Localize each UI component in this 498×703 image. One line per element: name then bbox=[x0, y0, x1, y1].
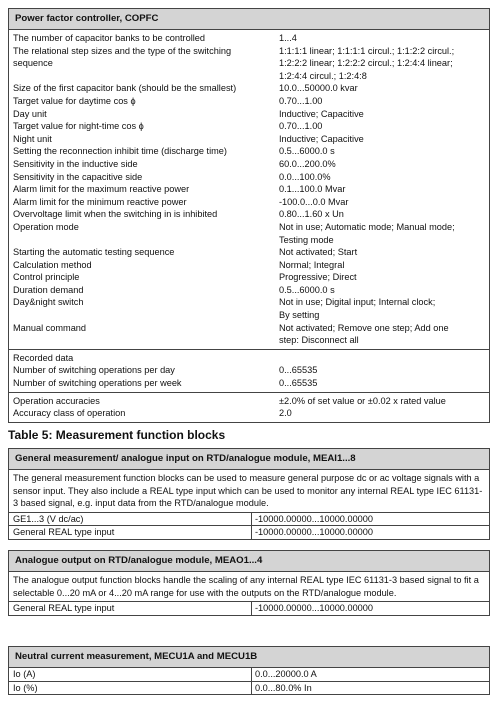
spec-label: Sensitivity in the inductive side bbox=[13, 158, 138, 169]
spec-value: Progressive; Direct bbox=[279, 272, 357, 283]
spec-value: 10.0...50000.0 kvar bbox=[279, 83, 358, 94]
spec-value: 0.70...1.00 bbox=[279, 121, 323, 132]
spec-label: The number of capacitor banks to be controlled bbox=[13, 33, 206, 43]
spec-row bbox=[9, 309, 489, 322]
mecu-table-title: Neutral current measurement, MECU1A and MECU1B bbox=[9, 647, 489, 668]
spec-value: Inductive; Capacitive bbox=[279, 133, 364, 144]
spec-label: The relational step sizes and the type of the switching bbox=[13, 45, 232, 56]
spec-label: Operation accuracies bbox=[13, 395, 100, 406]
spec-value: 0.5...6000.0 s bbox=[279, 284, 335, 295]
copfc-table bbox=[8, 8, 490, 423]
copfc-table-title: Power factor controller, COPFC bbox=[9, 9, 489, 30]
mecu-rows bbox=[9, 668, 489, 694]
spec-label: Alarm limit for the minimum reactive power bbox=[13, 196, 187, 207]
spec-row bbox=[9, 377, 489, 390]
spec-label: Accuracy class of operation bbox=[13, 408, 126, 419]
spec-value: 1...4 bbox=[279, 33, 297, 43]
spec-value: ±2.0% of set value or ±0.02 x rated value bbox=[279, 395, 446, 406]
spec-row bbox=[9, 259, 489, 272]
spec-value: Not activated; Remove one step; Add one bbox=[279, 322, 449, 333]
spec-value: 0.80...1.60 x Un bbox=[279, 209, 344, 220]
spec-row bbox=[9, 32, 489, 45]
copfc-settings-group bbox=[9, 30, 489, 350]
grid-row bbox=[9, 526, 489, 539]
spec-row bbox=[9, 145, 489, 158]
spec-row bbox=[9, 108, 489, 121]
spec-row bbox=[9, 234, 489, 247]
grid-label: Io (A) bbox=[9, 668, 252, 681]
spec-value: 0...65535 bbox=[279, 365, 318, 376]
spec-value: 0.70...1.00 bbox=[279, 95, 323, 106]
spec-row bbox=[9, 395, 489, 408]
grid-label: Io (%) bbox=[9, 682, 252, 695]
spec-row bbox=[9, 284, 489, 297]
spec-value: Not in use; Automatic mode; Manual mode; bbox=[279, 221, 455, 232]
spec-row bbox=[9, 57, 489, 70]
meao-description: The analogue output function blocks handle the scaling of any internal REAL type IEC 61131-3 based signal to fit a selectable 0...20 mA or 4...20 mA range for use with the outputs on the RTD/analogue module. bbox=[9, 572, 489, 602]
spec-value: Not in use; Digital input; Internal clock; bbox=[279, 297, 436, 308]
grid-label: General REAL type input bbox=[9, 602, 252, 615]
meao-table bbox=[8, 550, 490, 616]
spec-label bbox=[9, 334, 277, 347]
spec-label: Day&night switch bbox=[13, 297, 84, 308]
meao-table-title: Analogue output on RTD/analogue module, MEAO1...4 bbox=[9, 551, 489, 572]
meai-description: The general measurement function blocks can be used to measure general purpose dc or ac voltage signals with a sensor input. They also include a REAL type input which can be used to monitor any internal REAL type IEC 61131-3 based signal, e.g. input data from the RTD/analogue module. bbox=[9, 470, 489, 513]
spec-value: step: Disconnect all bbox=[279, 335, 359, 346]
spec-label: Manual command bbox=[13, 322, 87, 333]
mecu-table bbox=[8, 646, 490, 695]
spec-row bbox=[9, 196, 489, 209]
spec-label: Number of switching operations per week bbox=[13, 378, 182, 389]
spec-label: Recorded data bbox=[13, 352, 74, 363]
grid-value: -10000.00000...10000.00000 bbox=[255, 527, 374, 538]
spec-row bbox=[9, 45, 489, 58]
spec-row bbox=[9, 120, 489, 133]
meai-table-title: General measurement/ analogue input on RTD/analogue module, MEAI1...8 bbox=[9, 449, 489, 470]
spec-row bbox=[9, 183, 489, 196]
spec-row bbox=[9, 271, 489, 284]
meai-table bbox=[8, 448, 490, 540]
meao-rows bbox=[9, 602, 489, 615]
spec-label bbox=[9, 70, 277, 83]
spec-label: Size of the first capacitor bank (should be the smallest) bbox=[13, 83, 237, 94]
spec-row bbox=[9, 82, 489, 95]
grid-value: 0.0...20000.0 A bbox=[255, 669, 317, 679]
section-title: Table 5: Measurement function blocks bbox=[8, 428, 226, 442]
spec-row bbox=[9, 208, 489, 221]
spec-value: 0.5...6000.0 s bbox=[279, 146, 335, 157]
grid-row bbox=[9, 668, 489, 682]
spec-value: 0.0...100.0% bbox=[279, 171, 331, 182]
spec-row bbox=[9, 221, 489, 234]
spec-value: 1:2:4:4 circul.; 1:2:4:8 bbox=[279, 70, 367, 81]
spec-value: Not activated; Start bbox=[279, 247, 358, 258]
spec-row bbox=[9, 352, 489, 365]
spec-label: Alarm limit for the maximum reactive power bbox=[13, 184, 190, 195]
spec-row bbox=[9, 95, 489, 108]
spec-label: Operation mode bbox=[13, 221, 79, 232]
spec-label: Night unit bbox=[13, 133, 52, 144]
spec-value: 60.0...200.0% bbox=[279, 158, 336, 169]
spec-row bbox=[9, 322, 489, 335]
spec-value: 0...65535 bbox=[279, 378, 318, 389]
grid-value: -10000.00000...10000.00000 bbox=[255, 603, 374, 614]
copfc-accuracy-group bbox=[9, 393, 489, 422]
spec-row bbox=[9, 133, 489, 146]
spec-label: Starting the automatic testing sequence bbox=[13, 247, 175, 258]
copfc-recorded-data-group bbox=[9, 350, 489, 393]
spec-row bbox=[9, 70, 489, 83]
spec-label: Duration demand bbox=[13, 284, 84, 295]
spec-label: Setting the reconnection inhibit time (discharge time) bbox=[13, 146, 227, 157]
spec-label: Calculation method bbox=[13, 259, 92, 270]
spec-value: -100.0...0.0 Mvar bbox=[279, 196, 349, 207]
spec-label: Overvoltage limit when the switching in is inhibited bbox=[13, 209, 218, 220]
spec-label bbox=[9, 234, 277, 247]
spec-row bbox=[9, 407, 489, 420]
spec-row bbox=[9, 296, 489, 309]
spec-label: Target value for night-time cos ϕ bbox=[13, 121, 144, 132]
spec-value bbox=[277, 352, 489, 365]
spec-label bbox=[9, 309, 277, 322]
grid-value: 0.0...80.0% In bbox=[255, 682, 312, 693]
spec-value: Testing mode bbox=[279, 234, 334, 245]
spec-value: Inductive; Capacitive bbox=[279, 108, 364, 119]
spec-label: Day unit bbox=[13, 108, 47, 119]
spec-row bbox=[9, 364, 489, 377]
spec-value: 0.1...100.0 Mvar bbox=[279, 184, 346, 195]
spec-value: Normal; Integral bbox=[279, 259, 345, 270]
grid-label: GE1...3 (V dc/ac) bbox=[9, 513, 252, 526]
spec-value: 2.0 bbox=[279, 408, 292, 419]
grid-row bbox=[9, 513, 489, 527]
spec-label: Number of switching operations per day bbox=[13, 365, 175, 376]
spec-row bbox=[9, 158, 489, 171]
spec-row bbox=[9, 334, 489, 347]
grid-value: -10000.00000...10000.00000 bbox=[255, 513, 374, 524]
spec-row bbox=[9, 246, 489, 259]
spec-value: By setting bbox=[279, 310, 320, 321]
spec-label: sequence bbox=[13, 58, 53, 69]
spec-value: 1:1:1:1 linear; 1:1:1:1 circul.; 1:1:2:2 circul.; bbox=[279, 45, 455, 56]
spec-label: Target value for daytime cos ϕ bbox=[13, 95, 136, 106]
spec-label: Control principle bbox=[13, 272, 80, 283]
spec-row bbox=[9, 171, 489, 184]
grid-row bbox=[9, 682, 489, 695]
meai-rows bbox=[9, 513, 489, 539]
grid-row bbox=[9, 602, 489, 615]
spec-label: Sensitivity in the capacitive side bbox=[13, 171, 143, 182]
grid-label: General REAL type input bbox=[9, 526, 252, 539]
spec-value: 1:2:2:2 linear; 1:2:2:2 circul.; 1:2:4:4 linear; bbox=[279, 58, 453, 69]
